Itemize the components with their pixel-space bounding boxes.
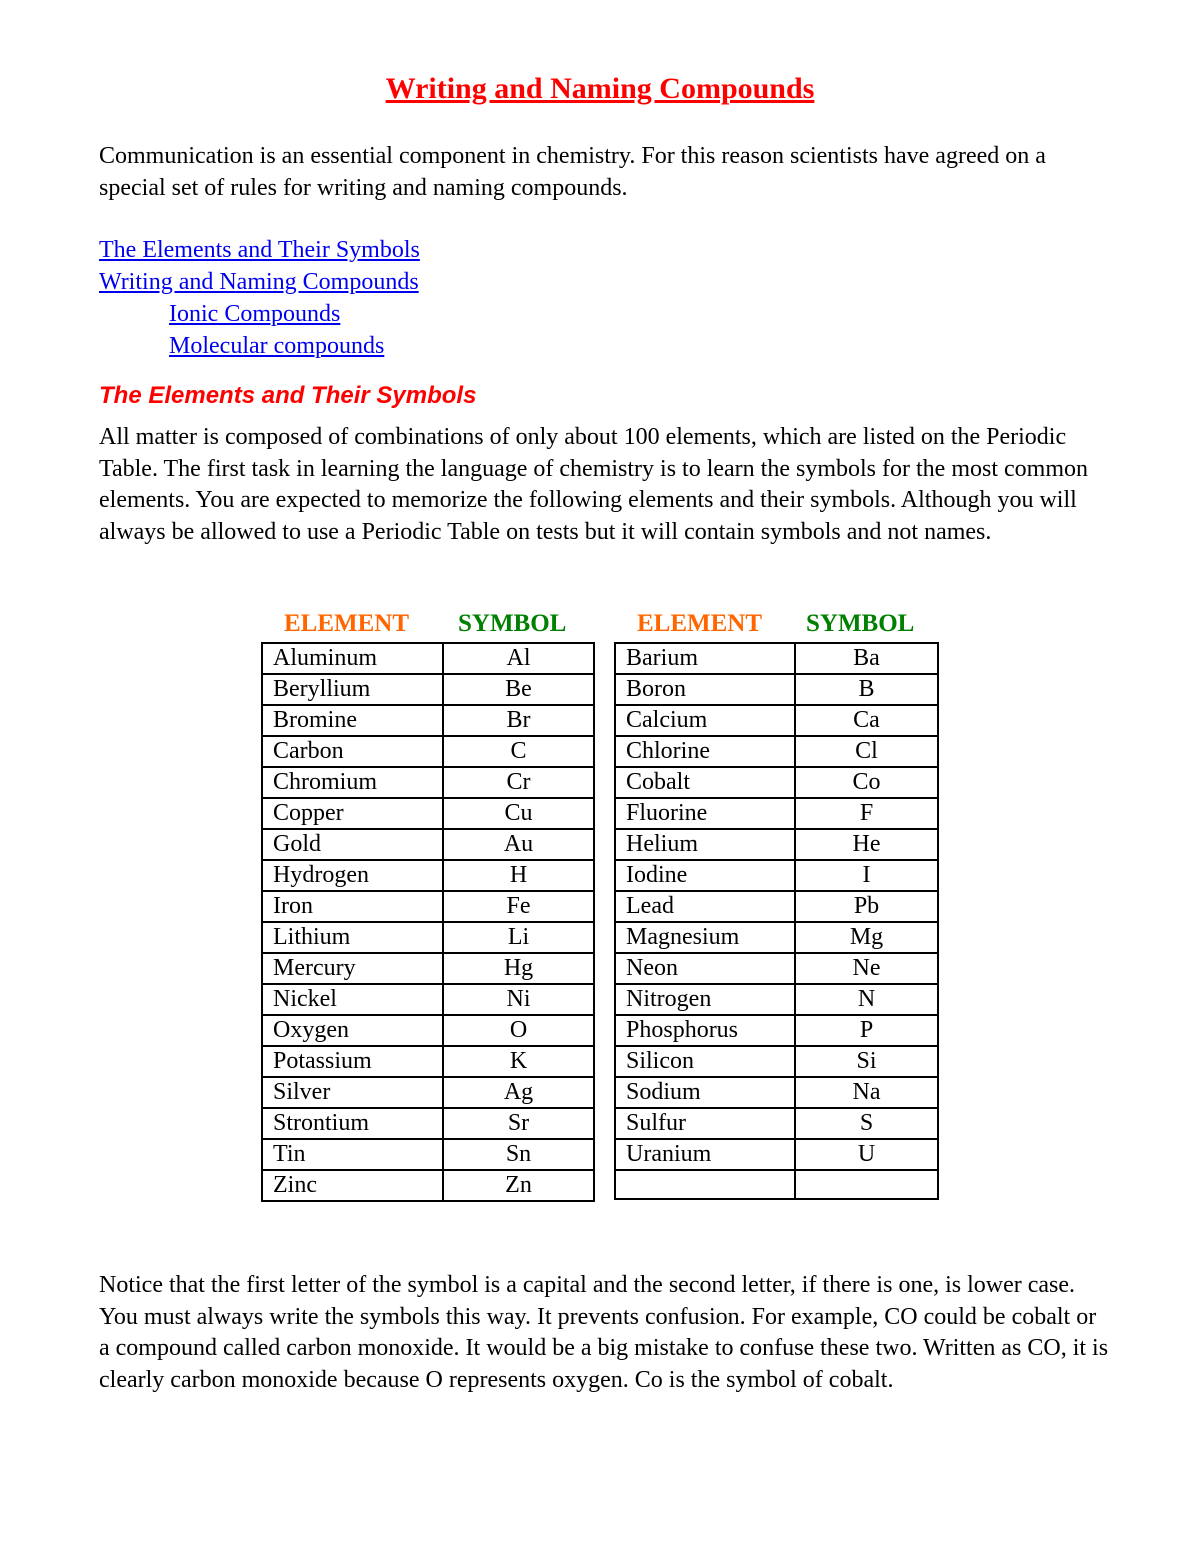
- table-row: [615, 736, 938, 767]
- right-table: [614, 642, 939, 1200]
- table-row: [262, 984, 594, 1015]
- element-symbol-cell: Ne: [795, 953, 938, 984]
- table-row: [615, 798, 938, 829]
- table-row: [262, 674, 594, 705]
- table-row: [615, 767, 938, 798]
- toc-link-ionic-compounds[interactable]: Ionic Compounds: [169, 301, 341, 327]
- element-name-cell: Nitrogen: [615, 984, 795, 1015]
- table-row: [262, 1139, 594, 1170]
- element-symbol-cell: Fe: [443, 891, 594, 922]
- element-symbol-cell: Sn: [443, 1139, 594, 1170]
- element-symbol-cell: F: [795, 798, 938, 829]
- table-row: [615, 860, 938, 891]
- element-name-cell: Boron: [615, 674, 795, 705]
- element-symbol-cell: K: [443, 1046, 594, 1077]
- element-name-cell: Mercury: [262, 953, 443, 984]
- element-name-cell: Calcium: [615, 705, 795, 736]
- element-symbol-cell: Ag: [443, 1077, 594, 1108]
- element-symbol-cell: C: [443, 736, 594, 767]
- element-symbol-cell: Be: [443, 674, 594, 705]
- element-symbol-cell: Zn: [443, 1170, 594, 1201]
- element-name-cell: Lead: [615, 891, 795, 922]
- element-symbol-cell: Si: [795, 1046, 938, 1077]
- table-of-contents: [99, 234, 799, 362]
- table-row: [615, 1139, 938, 1170]
- element-name-cell: Bromine: [262, 705, 443, 736]
- element-symbol-cell: [795, 1170, 938, 1199]
- toc-link-writing-naming[interactable]: Writing and Naming Compounds: [99, 269, 419, 295]
- toc-link-elements-symbols[interactable]: The Elements and Their Symbols: [99, 237, 420, 263]
- notice-paragraph: Notice that the first letter of the symbol is a capital and the second letter, if there is one, is lower case. You must always write the symbols this way. It prevents confusion. For example, CO could be cobalt or a compound called carbon monoxide. It would be a big mistake to confuse these two. Written as CO, it is clearly carbon monoxide because O represents oxygen. Co is the symbol of cobalt.: [99, 1272, 1109, 1393]
- element-symbol-cell: H: [443, 860, 594, 891]
- element-name-cell: Chromium: [262, 767, 443, 798]
- table-row: [615, 1046, 938, 1077]
- element-symbol-cell: Mg: [795, 922, 938, 953]
- element-symbol-cell: P: [795, 1015, 938, 1046]
- table-row: [262, 705, 594, 736]
- section-heading: The Elements and Their Symbols: [99, 382, 477, 409]
- table-row: [615, 674, 938, 705]
- element-symbol-cell: Cu: [443, 798, 594, 829]
- table-row: [262, 1015, 594, 1046]
- element-name-cell: Silver: [262, 1077, 443, 1108]
- table-row: [262, 643, 594, 674]
- table-row: [262, 767, 594, 798]
- element-symbol-cell: Ni: [443, 984, 594, 1015]
- table-row: [262, 829, 594, 860]
- element-name-cell: Fluorine: [615, 798, 795, 829]
- element-name-cell: Barium: [615, 643, 795, 674]
- table-row: [262, 1108, 594, 1139]
- element-name-cell: Zinc: [262, 1170, 443, 1201]
- element-name-cell: Tin: [262, 1139, 443, 1170]
- element-name-cell: Uranium: [615, 1139, 795, 1170]
- left-table-header: [261, 610, 595, 642]
- element-symbol-cell: B: [795, 674, 938, 705]
- element-name-cell: Nickel: [262, 984, 443, 1015]
- left-element-header: ELEMENT: [284, 610, 410, 637]
- element-name-cell: Beryllium: [262, 674, 443, 705]
- element-name-cell: Magnesium: [615, 922, 795, 953]
- element-symbol-cell: Sr: [443, 1108, 594, 1139]
- element-symbol-cell: Co: [795, 767, 938, 798]
- element-name-cell: Iron: [262, 891, 443, 922]
- element-symbol-cell: Br: [443, 705, 594, 736]
- left-symbol-header: SYMBOL: [458, 610, 567, 637]
- table-row: [262, 922, 594, 953]
- element-symbol-cell: S: [795, 1108, 938, 1139]
- left-element-table: [261, 610, 595, 1202]
- element-name-cell: Copper: [262, 798, 443, 829]
- body-paragraph: All matter is composed of combinations of only about 100 elements, which are listed on the Periodic Table. The first task in learning the language of chemistry is to learn the symbols for the most common elements. You are expected to memorize the following elements and their symbols. Although you will always be allowed to use a Periodic Table on tests but it will contain symbols and not names.: [99, 424, 1088, 545]
- left-table: [261, 642, 595, 1202]
- element-symbol-cell: Na: [795, 1077, 938, 1108]
- element-symbol-cell: O: [443, 1015, 594, 1046]
- element-name-cell: Neon: [615, 953, 795, 984]
- element-name-cell: Potassium: [262, 1046, 443, 1077]
- element-symbol-cell: Ba: [795, 643, 938, 674]
- element-symbol-cell: Pb: [795, 891, 938, 922]
- table-row: [615, 891, 938, 922]
- element-name-cell: Gold: [262, 829, 443, 860]
- element-name-cell: Chlorine: [615, 736, 795, 767]
- table-row: [262, 798, 594, 829]
- table-row: [615, 1077, 938, 1108]
- right-symbol-header: SYMBOL: [806, 610, 915, 637]
- element-symbol-cell: Li: [443, 922, 594, 953]
- element-name-cell: Phosphorus: [615, 1015, 795, 1046]
- element-symbol-cell: Ca: [795, 705, 938, 736]
- table-row: [615, 1170, 938, 1199]
- element-name-cell: [615, 1170, 795, 1199]
- table-row: [262, 1046, 594, 1077]
- element-symbol-cell: Hg: [443, 953, 594, 984]
- table-row: [615, 643, 938, 674]
- table-row: [262, 891, 594, 922]
- page-title: Writing and Naming Compounds: [385, 72, 815, 105]
- toc-link-molecular-compounds[interactable]: Molecular compounds: [169, 333, 385, 359]
- element-symbol-cell: N: [795, 984, 938, 1015]
- table-row: [262, 953, 594, 984]
- element-name-cell: Iodine: [615, 860, 795, 891]
- table-row: [615, 1108, 938, 1139]
- element-name-cell: Carbon: [262, 736, 443, 767]
- table-row: [615, 705, 938, 736]
- element-name-cell: Aluminum: [262, 643, 443, 674]
- element-name-cell: Lithium: [262, 922, 443, 953]
- table-row: [615, 922, 938, 953]
- right-element-header: ELEMENT: [637, 610, 763, 637]
- element-name-cell: Sulfur: [615, 1108, 795, 1139]
- table-row: [615, 1015, 938, 1046]
- element-name-cell: Sodium: [615, 1077, 795, 1108]
- intro-paragraph: Communication is an essential component in chemistry. For this reason scientists have agreed on a special set of rules for writing and naming compounds.: [99, 143, 1046, 201]
- element-name-cell: Strontium: [262, 1108, 443, 1139]
- table-row: [262, 736, 594, 767]
- element-name-cell: Silicon: [615, 1046, 795, 1077]
- table-row: [615, 829, 938, 860]
- table-row: [262, 1077, 594, 1108]
- table-row: [615, 953, 938, 984]
- element-symbol-cell: Cr: [443, 767, 594, 798]
- element-symbol-cell: I: [795, 860, 938, 891]
- element-name-cell: Hydrogen: [262, 860, 443, 891]
- right-table-header: [614, 610, 939, 642]
- element-name-cell: Helium: [615, 829, 795, 860]
- element-name-cell: Oxygen: [262, 1015, 443, 1046]
- table-row: [262, 1170, 594, 1201]
- element-name-cell: Cobalt: [615, 767, 795, 798]
- table-row: [262, 860, 594, 891]
- element-symbol-cell: U: [795, 1139, 938, 1170]
- table-row: [615, 984, 938, 1015]
- element-symbol-cell: Cl: [795, 736, 938, 767]
- element-symbol-cell: Au: [443, 829, 594, 860]
- right-element-table: [614, 610, 939, 1200]
- element-symbol-cell: Al: [443, 643, 594, 674]
- element-symbol-cell: He: [795, 829, 938, 860]
